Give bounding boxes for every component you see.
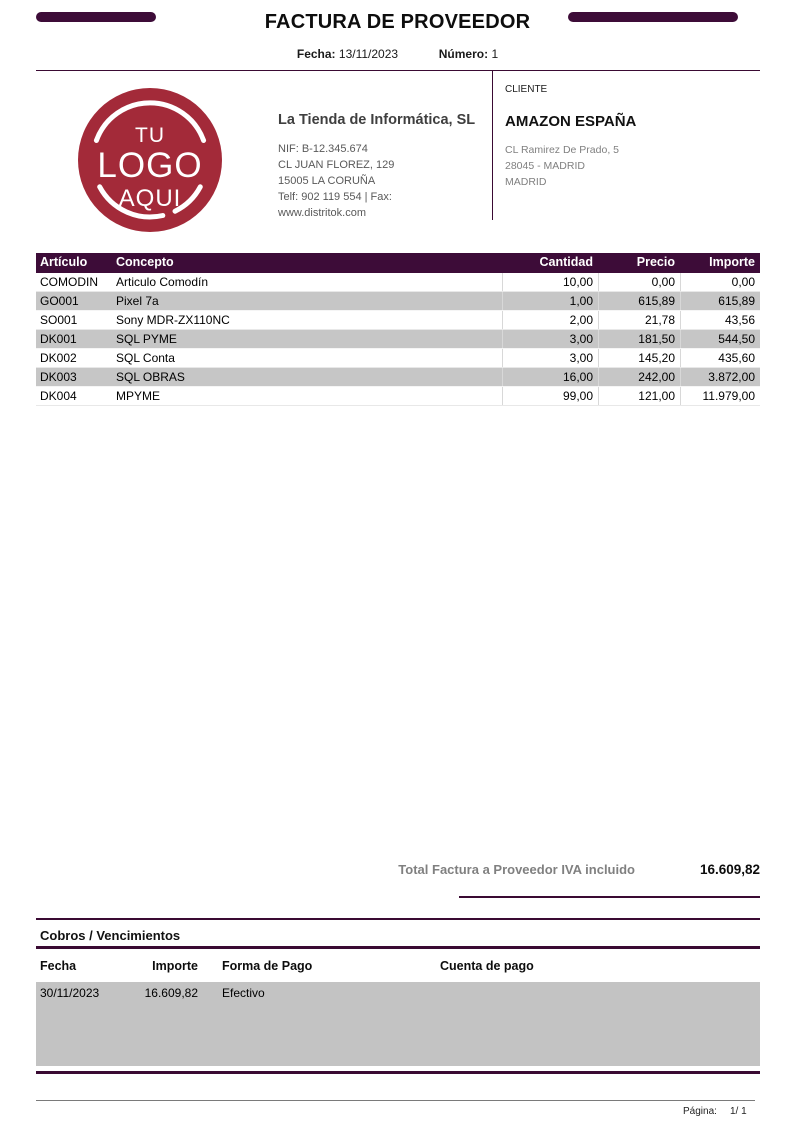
cell-cantidad: 2,00	[502, 311, 598, 329]
cell-cantidad: 10,00	[502, 273, 598, 291]
client-info	[505, 84, 755, 190]
cell-articulo: SO001	[40, 313, 78, 327]
header-divider	[36, 70, 760, 71]
cell-importe: 615,89	[680, 292, 760, 310]
invoice-total	[36, 862, 760, 880]
table-row	[36, 311, 760, 330]
pay-col-spacer	[198, 959, 222, 973]
payments-title: Cobros / Vencimientos	[40, 928, 181, 943]
total-label: Total Factura a Proveedor IVA incluido	[398, 862, 635, 877]
cell-importe: 544,50	[680, 330, 760, 348]
payments-body	[36, 982, 760, 1066]
cell-articulo: DK004	[40, 389, 77, 403]
logo-text-line3: AQUI	[118, 185, 182, 212]
pay-col-forma: Forma de Pago	[222, 959, 313, 973]
fecha-value: 13/11/2023	[338, 47, 399, 61]
table-row	[36, 273, 760, 292]
cell-precio: 242,00	[598, 368, 680, 386]
table-row	[36, 292, 760, 311]
numero-value: 1	[491, 47, 499, 61]
col-header-cantidad: Cantidad	[539, 255, 593, 269]
pay-cell-fecha: 30/11/2023	[40, 986, 100, 1000]
client-label: CLIENTE	[505, 84, 548, 95]
cell-concepto: Articulo Comodín	[116, 275, 209, 289]
footer-divider	[36, 1100, 755, 1101]
cell-precio: 121,00	[598, 387, 680, 405]
supplier-info	[278, 112, 488, 221]
logo-text-line1: TU	[135, 124, 165, 147]
cell-importe: 43,56	[680, 311, 760, 329]
client-divider	[492, 70, 493, 220]
header-right-bar	[568, 12, 738, 22]
cell-cantidad: 16,00	[502, 368, 598, 386]
cell-importe: 0,00	[680, 273, 760, 291]
payments-top-divider	[36, 918, 760, 920]
payments-bottom-divider	[36, 1071, 760, 1074]
company-logo	[78, 88, 222, 232]
supplier-address: CL JUAN FLOREZ, 129	[278, 159, 395, 171]
pay-col-importe: Importe	[152, 959, 198, 973]
pay-col-fecha: Fecha	[40, 959, 77, 973]
fecha-label: Fecha:	[296, 47, 336, 61]
pay-cell-spacer	[198, 986, 222, 1000]
table-row	[36, 349, 760, 368]
cell-precio: 0,00	[598, 273, 680, 291]
supplier-name: La Tienda de Informática, SL	[278, 112, 476, 128]
items-header-row	[36, 253, 760, 273]
payment-row	[36, 982, 760, 1000]
cell-cantidad: 1,00	[502, 292, 598, 310]
cell-concepto: SQL OBRAS	[116, 370, 185, 384]
pay-col-cuenta: Cuenta de pago	[440, 959, 534, 973]
logo-graphic	[78, 88, 222, 232]
pay-cell-cuenta	[440, 986, 760, 1000]
client-province: MADRID	[505, 176, 547, 188]
invoice-meta	[0, 47, 795, 61]
client-postal-city: 28045 - MADRID	[505, 160, 585, 172]
cell-importe: 3.872,00	[680, 368, 760, 386]
client-name: AMAZON ESPAÑA	[505, 113, 637, 130]
table-row	[36, 368, 760, 387]
payments-header-divider	[36, 946, 760, 949]
payments-header-row	[36, 959, 760, 973]
numero-label: Número:	[438, 47, 489, 61]
cell-concepto: SQL PYME	[116, 332, 177, 346]
supplier-nif: NIF: B-12.345.674	[278, 143, 368, 155]
supplier-city: 15005 LA CORUÑA	[278, 175, 376, 187]
cell-importe: 435,60	[680, 349, 760, 367]
cell-articulo: DK002	[40, 351, 77, 365]
cell-articulo: COMODIN	[40, 275, 98, 289]
col-header-concepto: Concepto	[116, 255, 174, 269]
pay-cell-forma: Efectivo	[222, 986, 265, 1000]
total-underline	[459, 896, 760, 898]
cell-concepto: MPYME	[116, 389, 161, 403]
cell-importe: 11.979,00	[680, 387, 760, 405]
logo-text-line2: LOGO	[97, 146, 203, 185]
cell-articulo: DK001	[40, 332, 77, 346]
client-address: CL Ramirez De Prado, 5	[505, 144, 619, 156]
page-number-value: 1/ 1	[730, 1106, 747, 1117]
supplier-phone: Telf: 902 119 554 | Fax:	[278, 191, 392, 203]
supplier-web: www.distritok.com	[278, 207, 367, 219]
table-row	[36, 330, 760, 349]
cell-concepto: Sony MDR-ZX110NC	[116, 313, 230, 327]
page-number-label: Página:	[683, 1106, 717, 1117]
cell-precio: 181,50	[598, 330, 680, 348]
page-title: FACTURA DE PROVEEDOR	[264, 11, 531, 33]
cell-precio: 145,20	[598, 349, 680, 367]
col-header-articulo: Artículo	[40, 255, 88, 269]
cell-precio: 21,78	[598, 311, 680, 329]
cell-cantidad: 99,00	[502, 387, 598, 405]
col-header-importe: Importe	[709, 255, 755, 269]
table-row	[36, 387, 760, 406]
total-value: 16.609,82	[699, 862, 760, 877]
cell-cantidad: 3,00	[502, 349, 598, 367]
items-table	[36, 253, 760, 406]
cell-articulo: DK003	[40, 370, 77, 384]
cell-concepto: Pixel 7a	[116, 294, 159, 308]
col-header-precio: Precio	[636, 255, 675, 269]
cell-precio: 615,89	[598, 292, 680, 310]
cell-cantidad: 3,00	[502, 330, 598, 348]
pay-cell-importe: 16.609,82	[144, 986, 198, 1000]
cell-articulo: GO001	[40, 294, 79, 308]
cell-concepto: SQL Conta	[116, 351, 175, 365]
